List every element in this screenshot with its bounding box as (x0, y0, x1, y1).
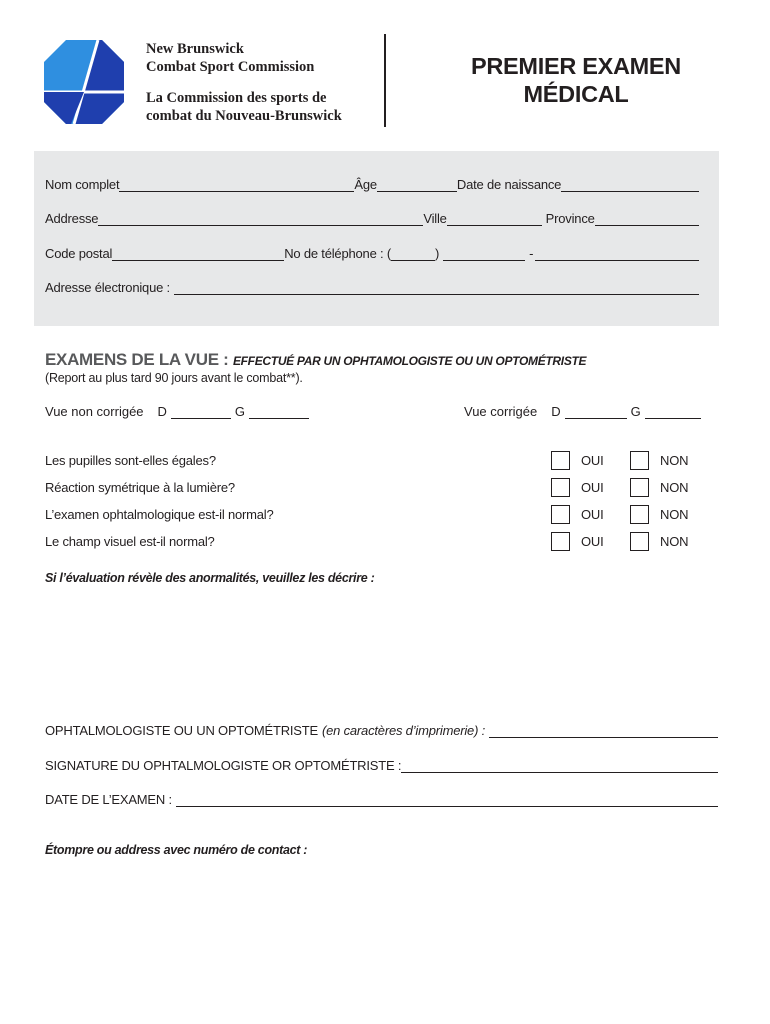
commission-logo (44, 40, 124, 124)
name-row (45, 176, 699, 194)
vision-report-note: (Report au plus tard 90 jours avant le combat**). (45, 371, 303, 385)
corrected-vision-row (464, 403, 701, 421)
examiner-signature-field[interactable] (401, 758, 718, 773)
pupils-yes-label: OUI (581, 453, 604, 468)
uncorrected-d-label: D (157, 404, 167, 419)
examiner-name-label: OPHTALMOLOGISTE OU UN OPTOMÉTRISTE (45, 723, 318, 738)
light-no-label: NON (660, 480, 689, 495)
uncorrected-g-label: G (234, 404, 246, 419)
exam-no-label: NON (660, 507, 689, 522)
postal-code-field[interactable] (112, 246, 284, 261)
org-en-line1: New Brunswick (146, 41, 244, 57)
abnormalities-prompt: Si l’évaluation révèle des anormalités, veuillez les décrire : (45, 571, 375, 585)
form-title (430, 52, 722, 108)
pupils-no-checkbox[interactable] (630, 451, 649, 470)
dob-label: Date de naissance (456, 177, 562, 192)
phone-number-field[interactable] (535, 246, 699, 261)
question-light-reaction: Réaction symétrique à la lumière? (45, 480, 235, 495)
examiner-name-hint: (en caractères d’imprimerie) : (321, 723, 486, 738)
exam-date-field[interactable] (176, 792, 718, 807)
stamp-area[interactable] (45, 866, 718, 1006)
exam-date-row (45, 791, 718, 809)
field-yes-checkbox[interactable] (551, 532, 570, 551)
address-field[interactable] (98, 211, 423, 226)
stamp-prompt: Étompre ou address avec numéro de contact : (45, 843, 308, 857)
pupils-no-label: NON (660, 453, 689, 468)
address-row (45, 210, 699, 228)
phone-prefix-field[interactable] (443, 246, 525, 261)
org-fr-line2: combat du Nouveau-Brunswick (146, 108, 342, 124)
uncorrected-vision-label: Vue non corrigée (45, 404, 144, 419)
province-field[interactable] (595, 211, 699, 226)
abnormalities-description-area[interactable] (45, 592, 718, 707)
field-no-checkbox[interactable] (630, 532, 649, 551)
corrected-d-field[interactable] (565, 404, 627, 419)
exam-date-label: DATE DE L’EXAMEN : (45, 792, 172, 807)
form-title-line2: MÉDICAL (523, 81, 629, 107)
question-visual-field: Le champ visuel est-il normal? (45, 534, 215, 549)
province-label: Province (545, 211, 595, 226)
corrected-g-field[interactable] (645, 404, 701, 419)
full-name-label: Nom complet (45, 177, 120, 192)
dob-field[interactable] (561, 177, 699, 192)
city-field[interactable] (447, 211, 542, 226)
form-title-line1: PREMIER EXAMEN (471, 53, 681, 79)
light-yes-checkbox[interactable] (551, 478, 570, 497)
exam-no-checkbox[interactable] (630, 505, 649, 524)
org-fr-line1: La Commission des sports de (146, 90, 327, 106)
corrected-vision-label: Vue corrigée (464, 404, 538, 419)
address-label: Addresse (45, 211, 99, 226)
phone-area-code-field[interactable] (391, 246, 435, 261)
exam-yes-checkbox[interactable] (551, 505, 570, 524)
vision-section-title: EXAMENS DE LA VUE : (45, 350, 233, 369)
examiner-name-row (45, 722, 718, 740)
postal-code-label: Code postal (45, 246, 113, 261)
email-label: Adresse électronique : (45, 280, 170, 295)
phone-dash: - (529, 246, 534, 261)
light-no-checkbox[interactable] (630, 478, 649, 497)
age-field[interactable] (377, 177, 457, 192)
email-row (45, 279, 699, 297)
examiner-signature-label: SIGNATURE DU OPHTALMOLOGISTE OR OPTOMÉTRISTE : (45, 758, 402, 773)
uncorrected-d-field[interactable] (171, 404, 231, 419)
field-no-label: NON (660, 534, 689, 549)
pupils-yes-checkbox[interactable] (551, 451, 570, 470)
org-en-line2: Combat Sport Commission (146, 59, 315, 75)
phone-label: No de téléphone : ( (284, 246, 391, 261)
examiner-name-field[interactable] (489, 723, 718, 738)
organization-name-english (146, 40, 314, 76)
field-yes-label: OUI (581, 534, 604, 549)
postal-phone-row (45, 245, 699, 263)
uncorrected-vision-row (45, 403, 313, 421)
corrected-d-label: D (551, 404, 561, 419)
question-exam-normal: L’examen ophtalmologique est-il normal? (45, 507, 274, 522)
phone-paren-close: ) (434, 246, 440, 261)
exam-yes-label: OUI (581, 507, 604, 522)
age-label: Âge (354, 177, 377, 192)
organization-name-french (146, 89, 342, 125)
vision-section-subtitle: EFFECTUÉ PAR UN OPHTAMOLOGISTE OU UN OPTOMÉTRISTE (232, 354, 587, 368)
uncorrected-g-field[interactable] (249, 404, 309, 419)
city-label: Ville (423, 211, 447, 226)
email-field[interactable] (174, 280, 699, 295)
vision-section-heading (45, 350, 586, 370)
corrected-g-label: G (630, 404, 641, 419)
light-yes-label: OUI (581, 480, 604, 495)
full-name-field[interactable] (119, 177, 354, 192)
header-divider (384, 34, 386, 127)
question-pupils-equal: Les pupilles sont-elles égales? (45, 453, 216, 468)
examiner-signature-row (45, 757, 718, 775)
